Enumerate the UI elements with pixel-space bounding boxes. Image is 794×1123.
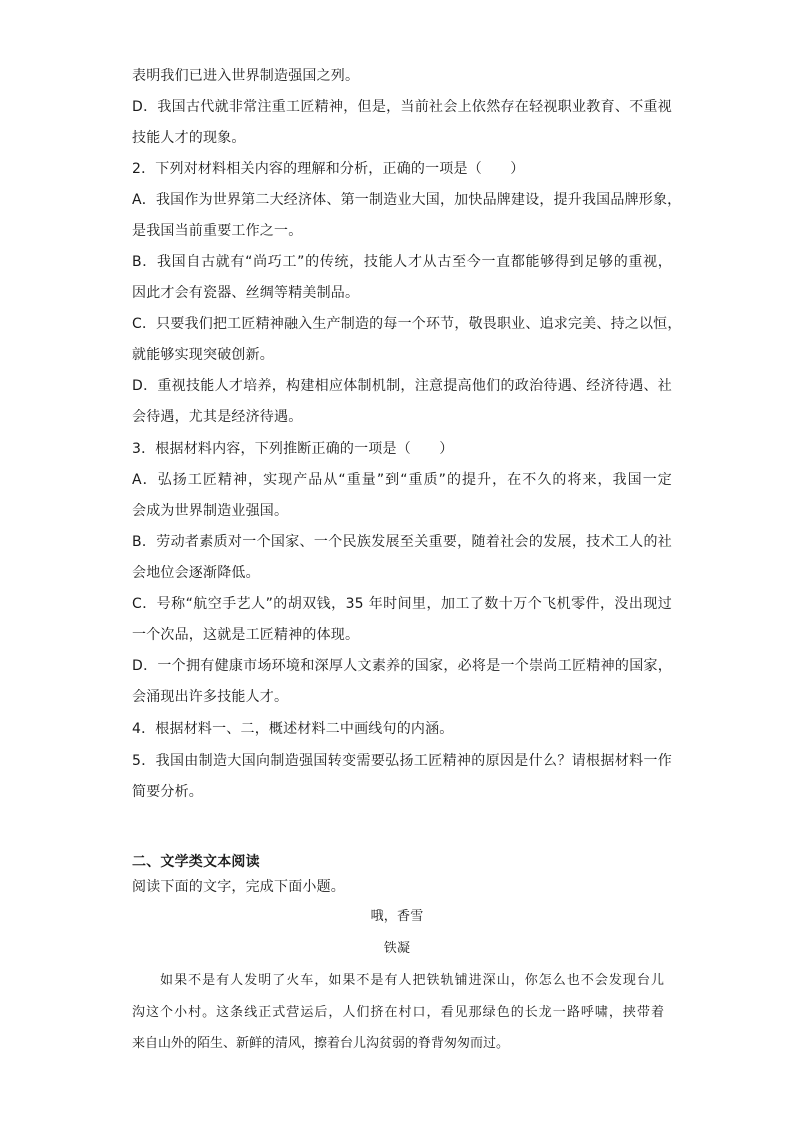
story-paragraph-line: 沟这个小村。这条线正式营运后，人们挤在村口，看见那绿色的长龙一路呼啸，挟带着 [132, 1005, 664, 1020]
text-line: 是我国当前重要工作之一。 [132, 223, 303, 239]
text-line: 会地位会逐渐降低。 [132, 565, 260, 581]
instruction-text: 阅读下面的文字，完成下面小题。 [132, 879, 345, 895]
option-a-line: A．我国作为世界第二大经济体、第一制造业大国，加快品牌建设，提升我国品牌形象， [132, 192, 682, 208]
text-line: 表明我们已进入世界制造强国之列。 [132, 68, 360, 84]
question-5: 5．我国由制造大国向制造强国转变需要弘扬工匠精神的原因是什么？请根据材料一作 [132, 753, 672, 769]
question-2: 2．下列对材料相关内容的理解和分析，正确的一项是（ ） [132, 161, 525, 177]
story-paragraph-line: 如果不是有人发明了火车，如果不是有人把铁轨铺进深山，你怎么也不会发现台儿 [132, 973, 664, 988]
question-4: 4．根据材料一、二，概述材料二中画线句的内涵。 [132, 721, 454, 737]
section-heading: 二、文学类文本阅读 [132, 854, 260, 870]
option-d-line: D．重视技能人才培养，构建相应体制机制，注意提高他们的政治待遇、经济待遇、社 [132, 378, 672, 394]
story-title: 哦，香雪 [370, 909, 424, 924]
text-line: 技能人才的现象。 [132, 130, 246, 146]
option-c-line: C．只要我们把工匠精神融入生产制造的每一个环节，敬畏职业、追求完美、持之以恒， [132, 316, 682, 332]
option-b-line: B．我国自古就有“尚巧工”的传统，技能人才从古至今一直都能够得到足够的重视， [132, 254, 672, 270]
option-d-line: D．一个拥有健康市场环境和深厚人文素养的国家，必将是一个崇尚工匠精神的国家， [132, 658, 672, 674]
text-line: 简要分析。 [132, 784, 203, 800]
text-line: 会成为世界制造业强国。 [132, 503, 289, 519]
text-line: 就能够实现突破创新。 [132, 347, 274, 363]
question-3: 3．根据材料内容，下列推断正确的一项是（ ） [132, 441, 454, 457]
text-line: 会涌现出许多技能人才。 [132, 689, 289, 705]
text-line: 会待遇，尤其是经济待遇。 [132, 409, 303, 425]
option-d-line: D．我国古代就非常注重工匠精神，但是，当前社会上依然存在轻视职业教育、不重视 [132, 99, 672, 115]
story-paragraph-line: 来自山外的陌生、新鲜的清风，擦着台儿沟贫弱的脊背匆匆而过。 [132, 1036, 510, 1051]
option-a-line: A．弘扬工匠精神，实现产品从“重量”到“重质”的提升，在不久的将来，我国一定 [132, 472, 672, 488]
story-author: 铁凝 [383, 941, 411, 956]
option-b-line: B．劳动者素质对一个国家、一个民族发展至关重要，随着社会的发展，技术工人的社 [132, 534, 672, 550]
text-line: 一个次品，这就是工匠精神的体现。 [132, 627, 360, 643]
option-c-line: C．号称“航空手艺人”的胡双钱，35 年时间里，加工了数十万个飞机零件，没出现过 [132, 596, 672, 612]
text-line: 因此才会有瓷器、丝绸等精美制品。 [132, 285, 360, 301]
